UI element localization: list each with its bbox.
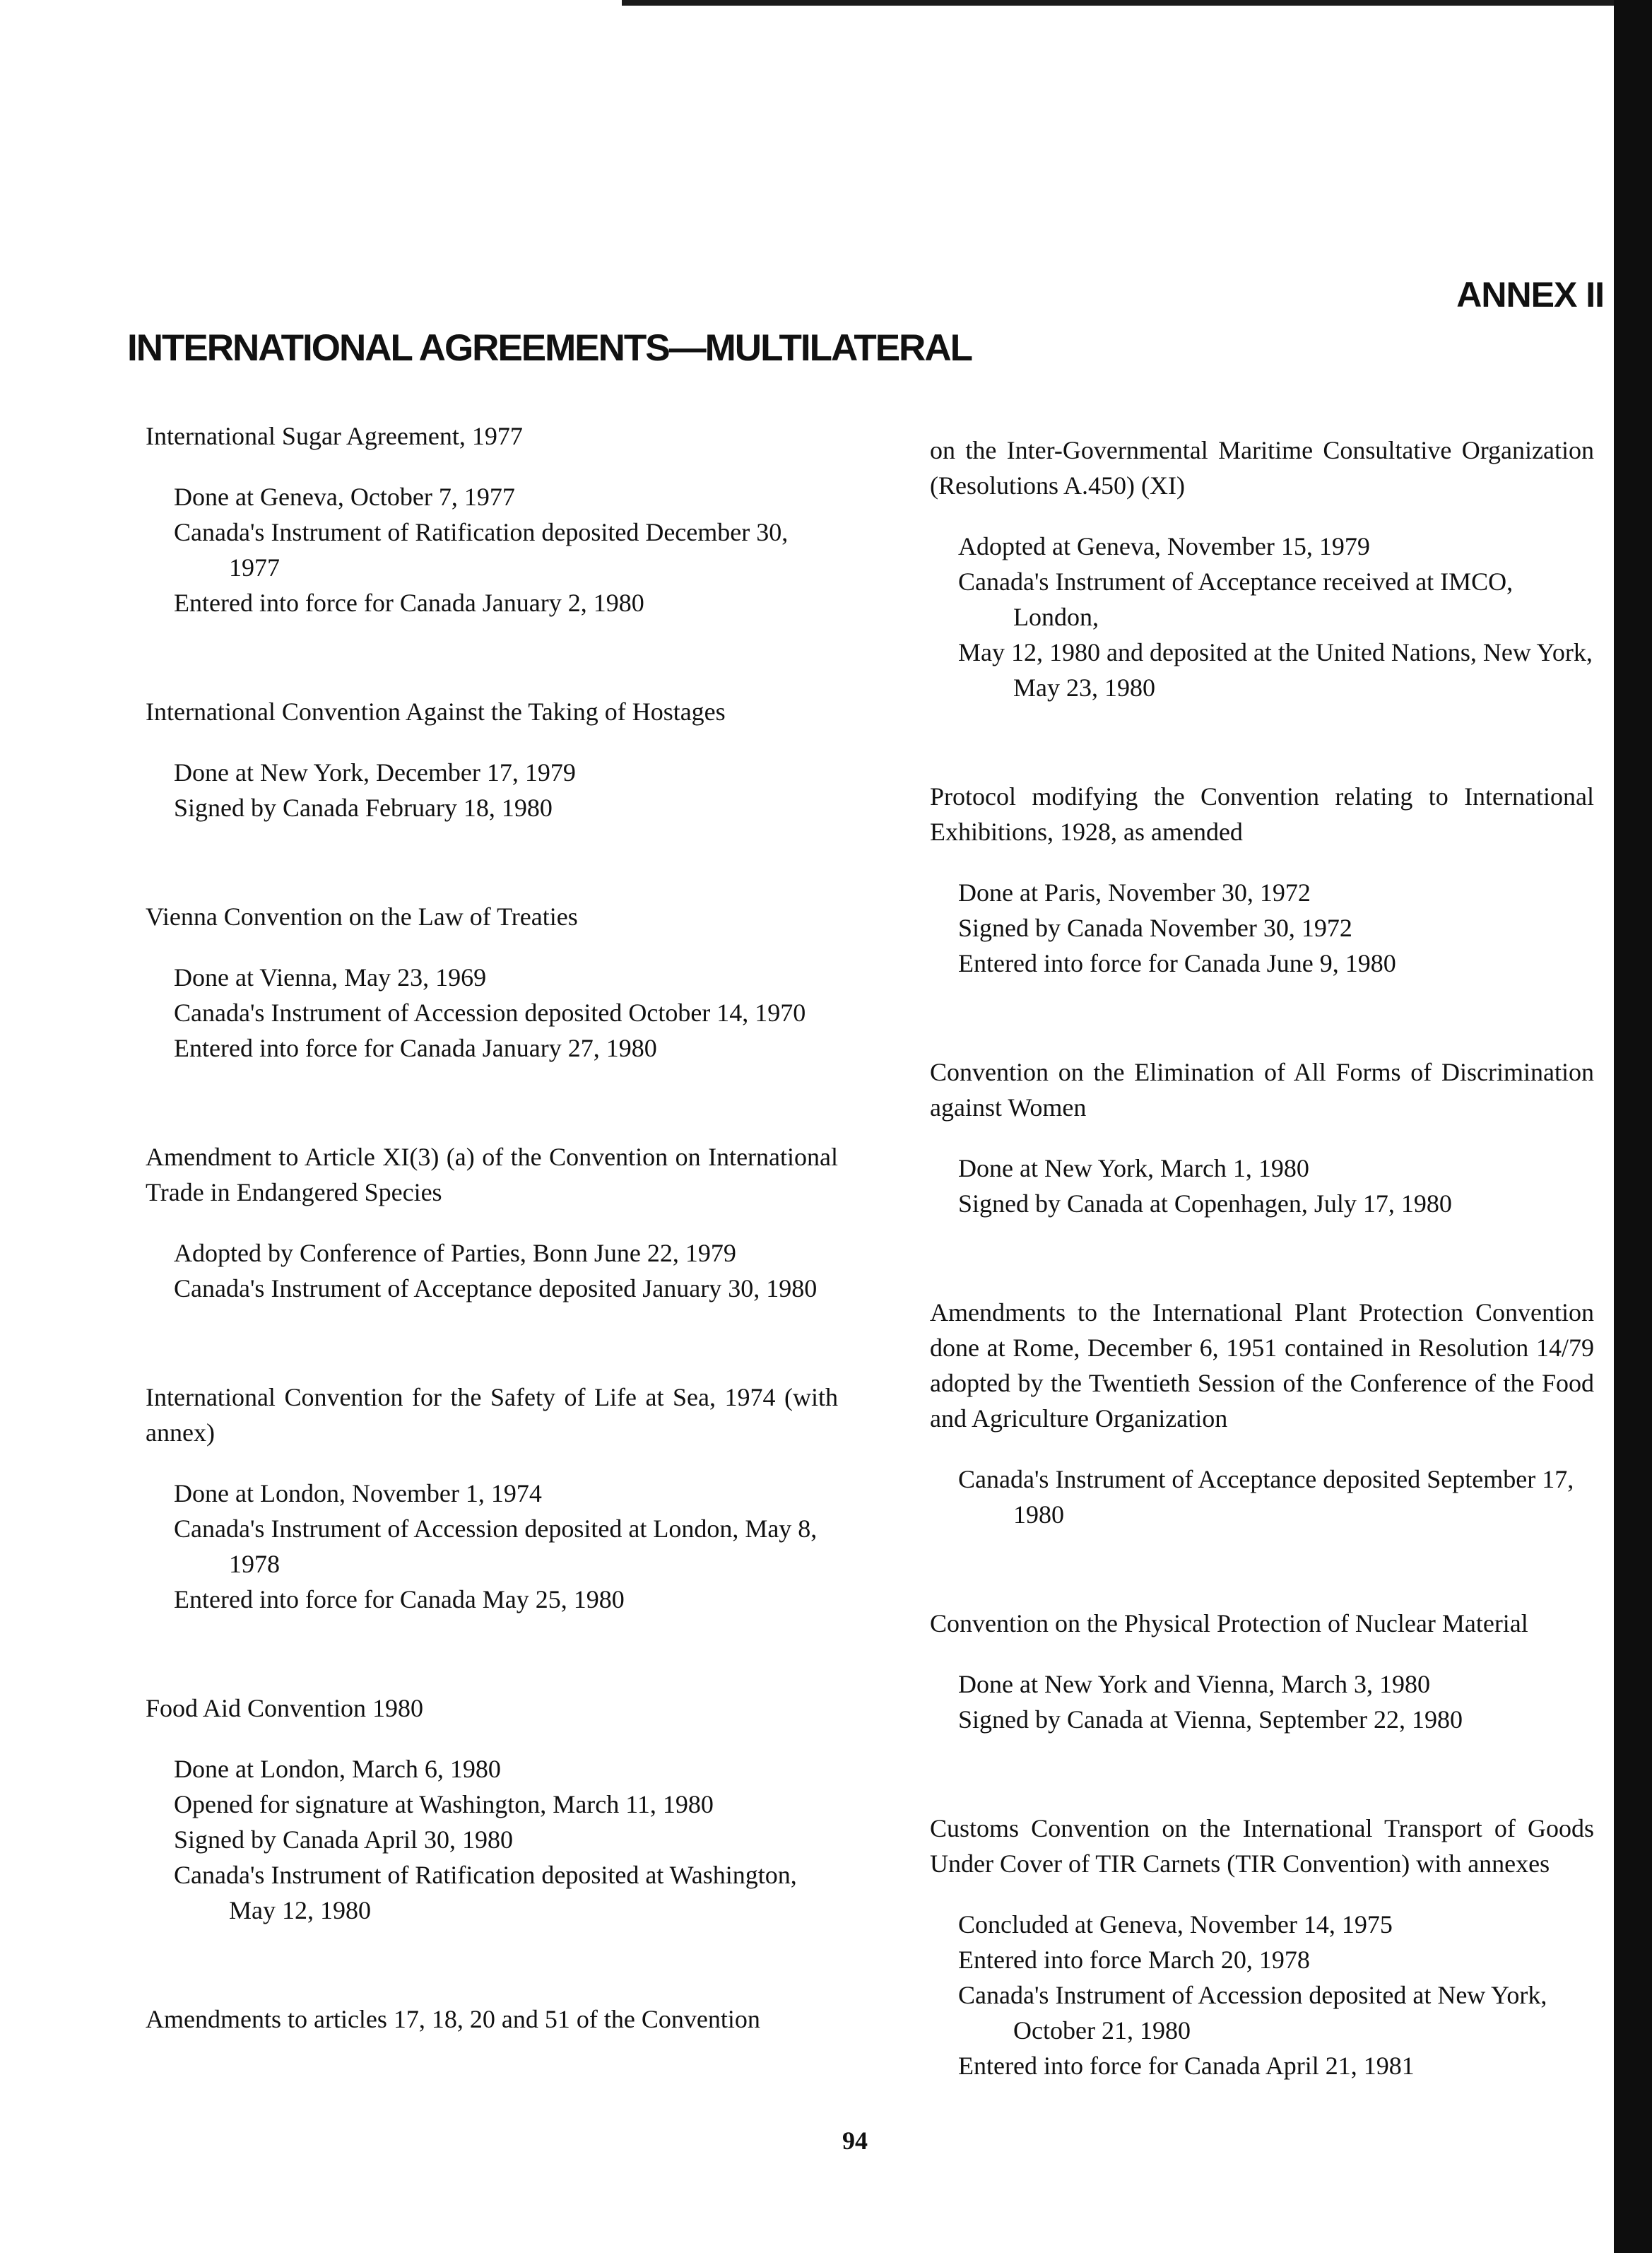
agreement-detail-line: Opened for signature at Washington, March 11, 1980 (174, 1790, 714, 1818)
agreement-details (958, 875, 1594, 981)
agreement-detail-line: Entered into force for Canada January 27, 1980 (174, 1034, 657, 1062)
agreement-detail-line: Done at New York, March 1, 1980 (958, 1154, 1309, 1182)
left-column (146, 418, 838, 2037)
agreement-detail-line: Signed by Canada February 18, 1980 (174, 794, 553, 822)
agreement-detail-line: Canada's Instrument of Accession deposited October 14, 1970 (174, 999, 806, 1027)
page-title: INTERNATIONAL AGREEMENTS—MULTILATERAL (127, 327, 972, 369)
agreement-detail-line: Done at London, March 6, 1980 (174, 1755, 501, 1783)
agreement-entry (146, 1139, 838, 1306)
agreement-detail-line: Canada's Instrument of Acceptance deposited September 17, 1980 (958, 1465, 1574, 1529)
agreement-title: Protocol modifying the Convention relating to International Exhibitions, 1928, as amended (930, 782, 1594, 846)
agreement-detail-line: Done at New York, December 17, 1979 (174, 758, 576, 787)
agreement-detail-line: Canada's Instrument of Acceptance received at IMCO, London, (958, 567, 1514, 631)
agreement-title: Vienna Convention on the Law of Treaties (146, 902, 578, 931)
agreement-title: Amendments to the International Plant Protection Convention done at Rome, December 6, 1951 contained in Resolution 14/79 adopted by the Twentieth Session of the Conference of the Food and Agriculture Organization (930, 1298, 1594, 1433)
agreement-details (958, 1666, 1594, 1737)
agreement-detail-line: Signed by Canada November 30, 1972 (958, 914, 1352, 942)
agreement-entry (930, 779, 1594, 981)
agreement-detail-line: Done at New York and Vienna, March 3, 1980 (958, 1670, 1431, 1698)
agreement-title: Convention on the Physical Protection of Nuclear Material (930, 1609, 1528, 1637)
agreement-entry (146, 899, 838, 1066)
agreement-detail-line: Done at Paris, November 30, 1972 (958, 878, 1311, 907)
agreement-entry (146, 2001, 838, 2037)
page-number: 94 (842, 2126, 868, 2155)
agreement-entry (930, 433, 1594, 705)
agreement-title: International Convention for the Safety of Life at Sea, 1974 (with annex) (146, 1383, 838, 1447)
agreement-entry (930, 1295, 1594, 1532)
agreement-details (958, 1151, 1594, 1221)
agreement-details (174, 1235, 838, 1306)
agreement-details (958, 529, 1594, 705)
agreement-details (958, 1907, 1594, 2083)
agreement-detail-line: Signed by Canada at Vienna, September 22, 1980 (958, 1705, 1463, 1734)
agreement-detail-line: Signed by Canada at Copenhagen, July 17, 1980 (958, 1189, 1452, 1218)
top-rule (622, 0, 1625, 6)
agreement-detail-line: Canada's Instrument of Ratification deposited December 30, 1977 (174, 518, 789, 582)
agreement-entry (146, 694, 838, 825)
agreement-detail-line: Done at London, November 1, 1974 (174, 1479, 542, 1507)
agreement-details (174, 1476, 838, 1617)
agreement-title: Amendment to Article XI(3) (a) of the Convention on International Trade in Endangered Species (146, 1143, 838, 1206)
agreement-entry (146, 1380, 838, 1617)
agreement-title: Customs Convention on the International Transport of Goods Under Cover of TIR Carnets (TIR Convention) with annexes (930, 1814, 1594, 1878)
agreement-entry (930, 1811, 1594, 2083)
agreement-entry (146, 1690, 838, 1928)
right-column (930, 433, 1594, 2083)
agreement-title: International Convention Against the Taking of Hostages (146, 698, 726, 726)
agreement-detail-line: Entered into force for Canada April 21, 1981 (958, 2052, 1415, 2080)
agreement-title: Convention on the Elimination of All Forms of Discrimination against Women (930, 1058, 1594, 1122)
scan-edge-bar (1614, 0, 1652, 2253)
agreement-details (958, 1461, 1594, 1532)
agreement-detail-line: Entered into force for Canada May 25, 1980 (174, 1585, 625, 1613)
agreement-detail-line: Canada's Instrument of Accession deposited at London, May 8, 1978 (174, 1514, 818, 1578)
annex-label: ANNEX II (1456, 275, 1604, 314)
agreement-entry (146, 418, 838, 620)
agreement-detail-line: Adopted at Geneva, November 15, 1979 (958, 532, 1370, 560)
agreement-detail-line: Signed by Canada April 30, 1980 (174, 1825, 513, 1854)
agreement-title: International Sugar Agreement, 1977 (146, 422, 523, 450)
agreement-title: Food Aid Convention 1980 (146, 1694, 424, 1722)
agreement-detail-line: Adopted by Conference of Parties, Bonn June 22, 1979 (174, 1239, 736, 1267)
agreement-details (174, 1751, 838, 1928)
agreement-detail-line: Entered into force for Canada January 2, 1980 (174, 589, 644, 617)
agreement-detail-line: Entered into force for Canada June 9, 1980 (958, 949, 1396, 977)
agreement-title: on the Inter-Governmental Maritime Consultative Organization (Resolutions A.450) (XI) (930, 436, 1594, 500)
agreement-detail-line: Canada's Instrument of Acceptance deposited January 30, 1980 (174, 1274, 818, 1302)
agreement-title: Amendments to articles 17, 18, 20 and 51 of the Convention (146, 2005, 760, 2033)
agreement-detail-line: Concluded at Geneva, November 14, 1975 (958, 1910, 1393, 1939)
agreement-detail-line: May 12, 1980 and deposited at the United Nations, New York, May 23, 1980 (958, 638, 1593, 702)
agreement-details (174, 960, 838, 1066)
agreement-entry (930, 1606, 1594, 1737)
agreement-detail-line: Canada's Instrument of Accession deposited at New York, October 21, 1980 (958, 1981, 1547, 2045)
agreement-entry (930, 1054, 1594, 1221)
agreement-details (174, 755, 838, 825)
agreement-detail-line: Canada's Instrument of Ratification deposited at Washington, May 12, 1980 (174, 1861, 797, 1924)
agreement-detail-line: Done at Geneva, October 7, 1977 (174, 483, 515, 511)
agreement-detail-line: Entered into force March 20, 1978 (958, 1946, 1310, 1974)
agreement-detail-line: Done at Vienna, May 23, 1969 (174, 963, 487, 992)
agreement-details (174, 479, 838, 620)
